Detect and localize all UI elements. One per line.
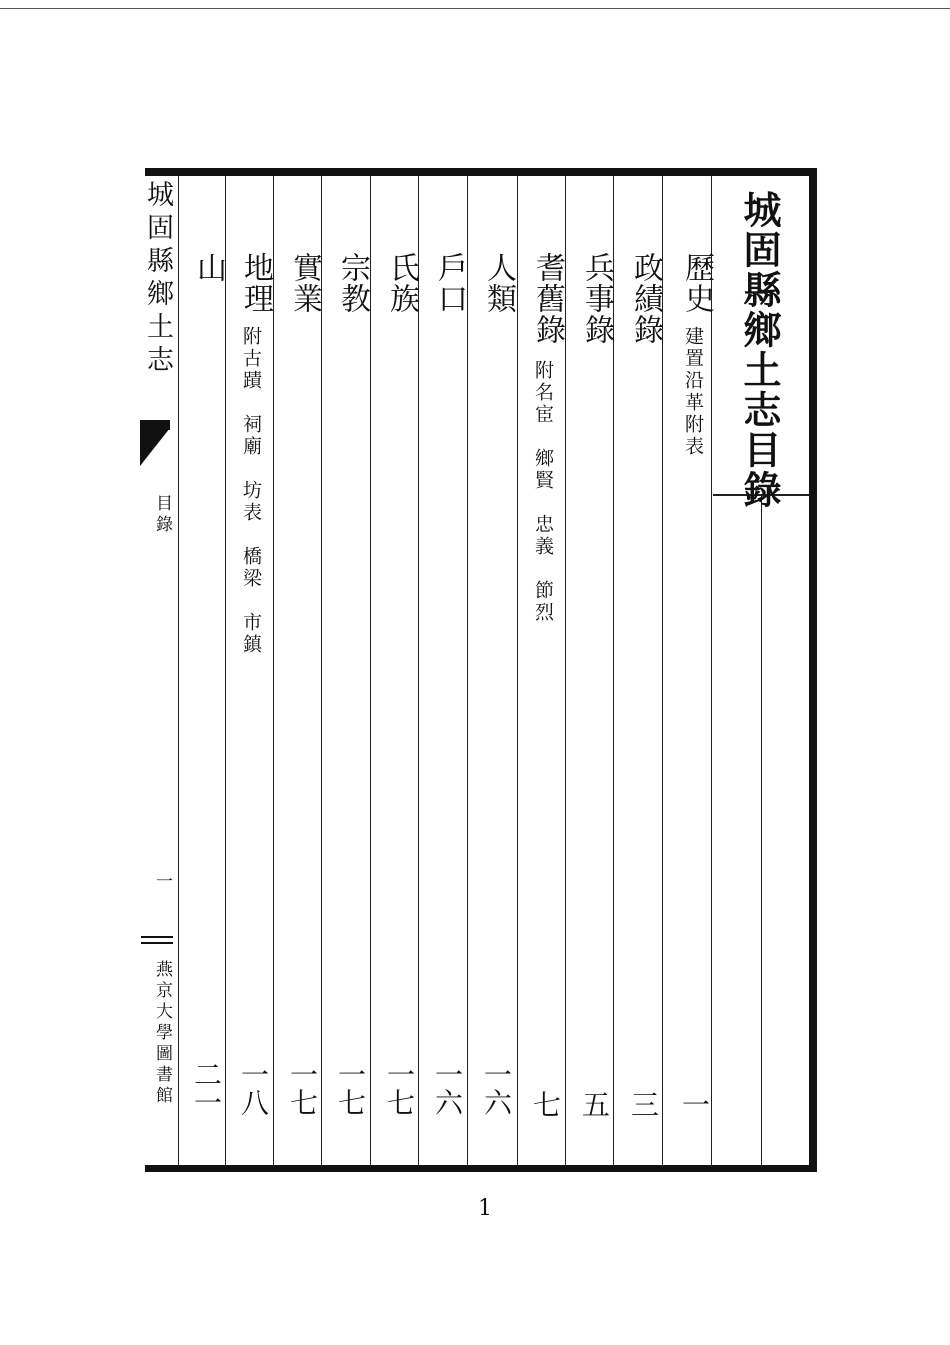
margin-book-title: 城固縣鄉土志 [142, 180, 173, 378]
column-divider [517, 176, 518, 1165]
toc-page-geography: 一八 [237, 1060, 270, 1116]
toc-page-religion: 一七 [334, 1060, 367, 1116]
column-divider [761, 496, 762, 1165]
toc-heading-elders: 耆舊錄 [530, 252, 565, 345]
margin-rule [141, 942, 173, 944]
column-divider [467, 176, 468, 1165]
toc-heading-history: 歷史 [679, 252, 714, 314]
toc-title: 城固縣鄉土志目錄 [737, 190, 782, 510]
frame-right-border [809, 168, 817, 1172]
top-rule [0, 8, 950, 9]
page-number: 1 [478, 1196, 492, 1221]
toc-page-governance: 三 [627, 1090, 660, 1118]
toc-page-industry: 一七 [286, 1060, 319, 1116]
margin-library-name: 燕京大學圖書館 [152, 960, 172, 1107]
margin-leaf-number: 一 [152, 872, 172, 889]
column-divider [711, 176, 712, 1165]
toc-heading-geography: 地理 [238, 252, 273, 314]
toc-heading-mountains: 山 [191, 252, 226, 283]
toc-page-military: 五 [578, 1090, 611, 1118]
column-divider [273, 176, 274, 1165]
margin-rule [141, 936, 173, 938]
frame-bottom-border [145, 1165, 817, 1172]
toc-page-clans: 一七 [383, 1060, 416, 1116]
toc-page-people: 一六 [480, 1060, 513, 1116]
frame-top-border [145, 168, 817, 176]
page-frame [145, 168, 817, 1172]
toc-heading-industry: 實業 [287, 252, 322, 314]
toc-heading-clans: 氏族 [384, 252, 419, 314]
column-divider [225, 176, 226, 1165]
toc-page-households: 一六 [431, 1060, 464, 1116]
column-divider [321, 176, 322, 1165]
toc-heading-governance: 政績錄 [628, 252, 663, 345]
toc-page-history: 一 [678, 1090, 711, 1118]
toc-heading-households: 戶口 [432, 252, 467, 314]
toc-sub-history: 建置沿革附表 [682, 326, 704, 458]
toc-page-mountains: 二一 [190, 1060, 223, 1116]
column-divider [418, 176, 419, 1165]
toc-sub-geography: 附古蹟 祠廟 坊表 橋梁 市鎮 [240, 326, 262, 656]
column-divider [178, 176, 179, 1165]
toc-heading-military: 兵事錄 [579, 252, 614, 345]
toc-page-elders: 七 [529, 1090, 562, 1118]
toc-sub-elders: 附名宦 鄉賢 忠義 節烈 [532, 360, 554, 624]
fish-tail-mark [140, 428, 170, 466]
toc-heading-people: 人類 [481, 252, 516, 314]
margin-section-label: 目錄 [152, 494, 172, 536]
column-divider [370, 176, 371, 1165]
toc-heading-religion: 宗教 [335, 252, 370, 314]
